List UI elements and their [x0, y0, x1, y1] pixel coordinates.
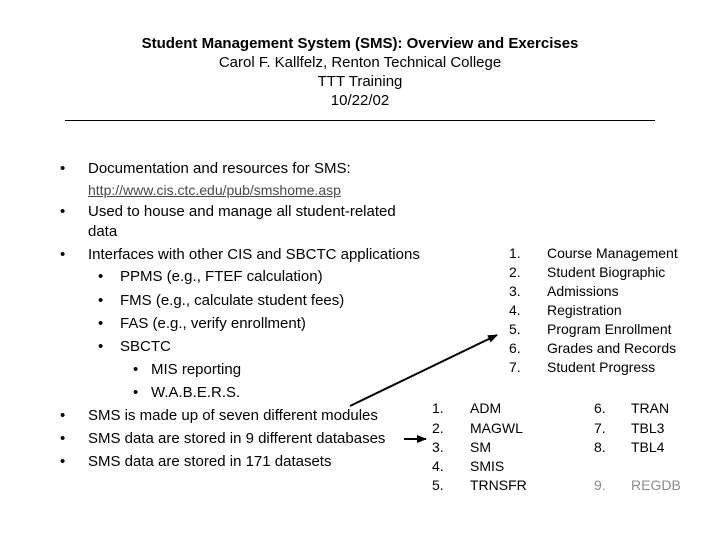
database-number: 1.: [432, 400, 444, 416]
database-name: TRAN: [631, 400, 670, 416]
bullet-databases: SMS data are stored in 9 different databases: [88, 430, 386, 447]
date-line: 10/22/02: [330, 92, 390, 109]
module-name: Registration: [547, 302, 622, 318]
module-number: 7.: [509, 359, 521, 375]
database-number: 3.: [432, 439, 444, 455]
module-number: 5.: [509, 321, 521, 337]
module-name: Course Management: [547, 245, 678, 261]
sub-bullet-fas: FAS (e.g., verify enrollment): [120, 315, 306, 332]
module-number: 1.: [509, 245, 521, 261]
event-line: TTT Training: [317, 73, 403, 90]
database-name: SM: [470, 439, 491, 455]
database-number: 6.: [594, 400, 606, 416]
database-number: 5.: [432, 477, 444, 493]
database-number: 2.: [432, 420, 444, 436]
bullet-marker: •: [60, 453, 66, 470]
database-number: 8.: [594, 439, 606, 455]
bullet-marker: •: [60, 203, 66, 220]
bullet-marker: •: [60, 430, 66, 447]
sub-bullet-sbctc: SBCTC: [120, 338, 171, 355]
module-name: Student Progress: [547, 359, 656, 375]
bullet-marker: •: [60, 246, 66, 263]
bullet-modules: SMS is made up of seven different modules: [88, 407, 378, 424]
module-number: 4.: [509, 302, 521, 318]
module-number: 6.: [509, 340, 521, 356]
author-line: Carol F. Kallfelz, Renton Technical College: [218, 54, 502, 71]
module-name: Program Enrollment: [547, 321, 672, 337]
modules-arrow: [350, 335, 497, 406]
sub-bullet-marker: •: [98, 268, 104, 285]
sub-bullet-marker: •: [98, 315, 104, 332]
database-number: 4.: [432, 458, 444, 474]
database-name: TBL3: [631, 420, 665, 436]
bullet-documentation: Documentation and resources for SMS:: [88, 160, 351, 177]
module-name: Student Biographic: [547, 264, 666, 280]
database-name: ADM: [470, 400, 502, 416]
page-title: Student Management System (SMS): Overview and Exercises: [141, 35, 579, 52]
database-number: 7.: [594, 420, 606, 436]
bullet-house-data-line2: data: [88, 223, 118, 240]
database-name: TRNSFR: [470, 477, 527, 493]
module-number: 2.: [509, 264, 521, 280]
subsub-bullet-mis: MIS reporting: [151, 361, 242, 378]
database-number: 9.: [594, 477, 606, 493]
database-name: TBL4: [631, 439, 665, 455]
sub-bullet-fms: FMS (e.g., calculate student fees): [120, 292, 345, 309]
bullet-interfaces: Interfaces with other CIS and SBCTC applications: [88, 246, 420, 263]
sub-bullet-marker: •: [98, 338, 104, 355]
database-name: REGDB: [631, 477, 681, 493]
bullet-marker: •: [60, 407, 66, 424]
database-name: SMIS: [470, 458, 505, 474]
sms-home-link[interactable]: http://www.cis.ctc.edu/pub/smshome.asp: [88, 182, 341, 198]
database-name: MAGWL: [470, 420, 523, 436]
bullet-datasets: SMS data are stored in 171 datasets: [88, 453, 332, 470]
sub-bullet-ppms: PPMS (e.g., FTEF calculation): [120, 268, 323, 285]
module-number: 3.: [509, 283, 521, 299]
sub-bullet-marker: •: [98, 292, 104, 309]
subsub-bullet-wabers: W.A.B.E.R.S.: [151, 384, 241, 401]
module-name: Admissions: [547, 283, 619, 299]
subsub-bullet-marker: •: [133, 384, 139, 401]
bullet-house-data-line1: Used to house and manage all student-related: [88, 203, 396, 220]
bullet-marker: •: [60, 160, 66, 177]
module-name: Grades and Records: [547, 340, 677, 356]
subsub-bullet-marker: •: [133, 361, 139, 378]
